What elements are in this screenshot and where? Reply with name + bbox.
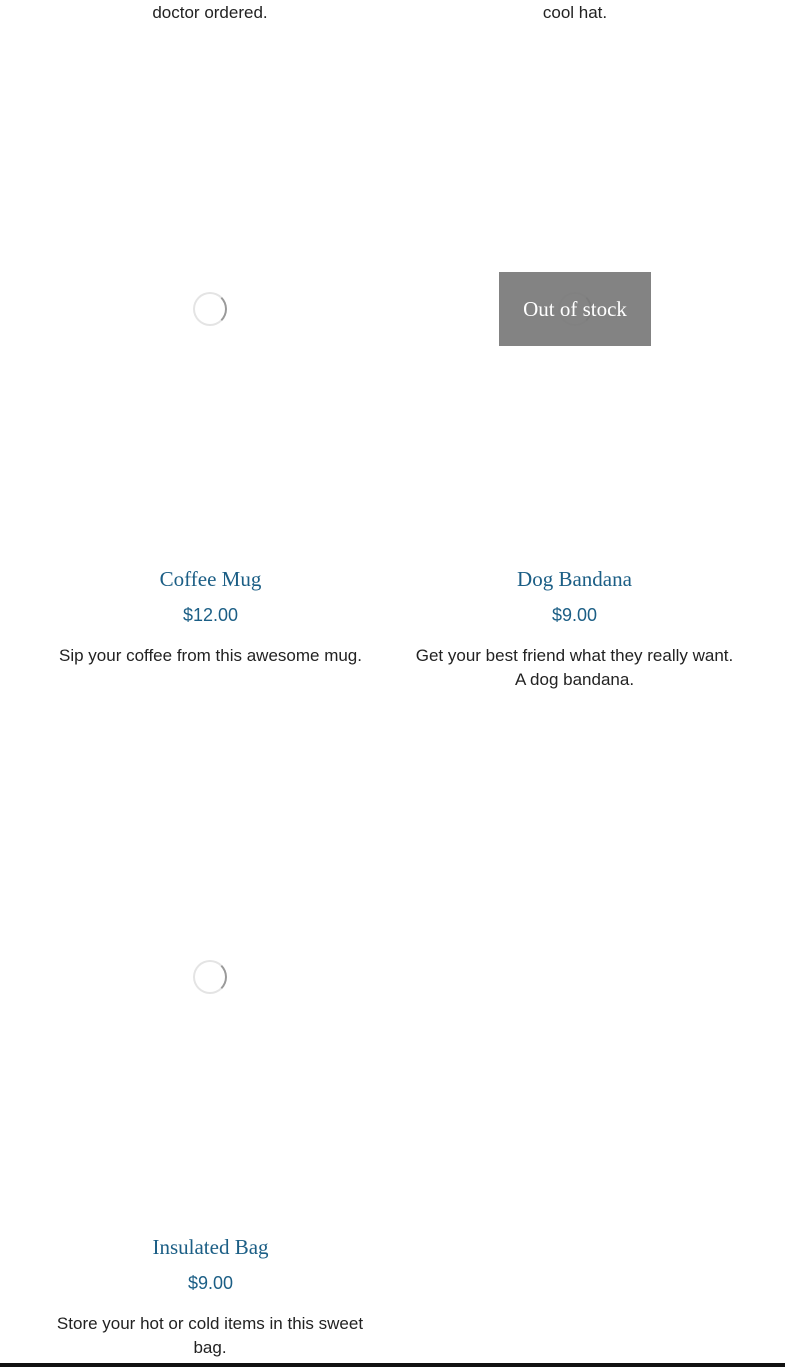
product-price: $9.00 [551, 605, 598, 625]
product-description: Store your hot or cold items in this sweet bag. [56, 1314, 364, 1357]
product-name-link[interactable]: Coffee Mug [159, 567, 262, 591]
product-description: doctor ordered. [152, 3, 268, 22]
product-name-link[interactable]: Dog Bandana [517, 567, 632, 591]
product-card-coffee-mug [28, 40, 393, 665]
product-price: $9.00 [187, 1273, 234, 1293]
product-name-link[interactable]: Insulated Bag [152, 1235, 269, 1259]
product-image[interactable] [392, 40, 757, 580]
product-image[interactable] [28, 708, 393, 1248]
product-card-dog-bandana [392, 40, 757, 689]
loading-spinner-icon [193, 960, 227, 994]
out-of-stock-badge: Out of stock [499, 272, 651, 346]
page-bottom-border [0, 1363, 785, 1367]
product-description: Sip your coffee from this awesome mug. [59, 646, 362, 665]
product-description: cool hat. [542, 3, 608, 22]
loading-spinner-icon [193, 292, 227, 326]
product-card-insulated-bag [28, 708, 393, 1357]
product-price: $12.00 [182, 605, 239, 625]
product-image[interactable] [28, 40, 393, 580]
product-description: Get your best friend what they really want. A dog bandana. [415, 646, 734, 689]
